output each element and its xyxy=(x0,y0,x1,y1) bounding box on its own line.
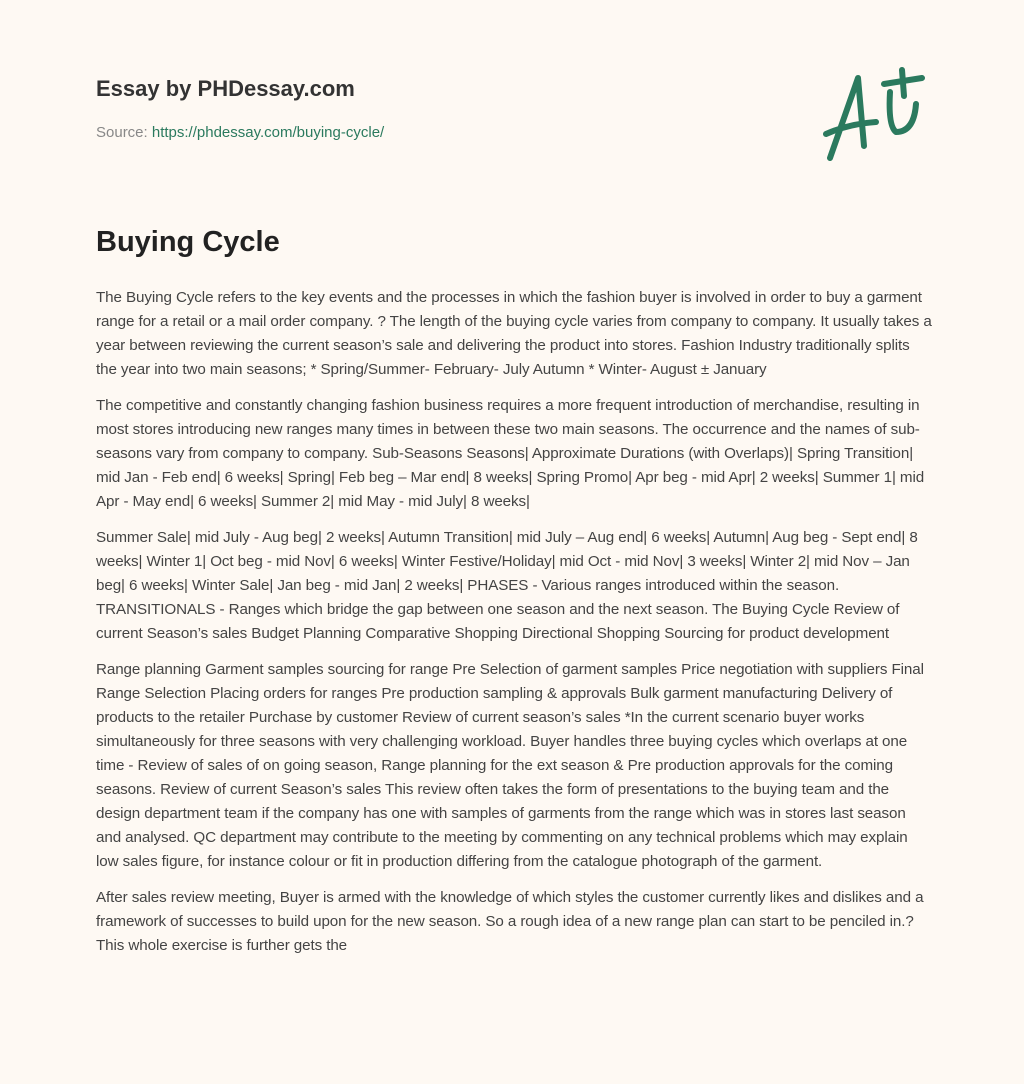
paragraph: Summer Sale| mid July - Aug beg| 2 weeks| Autumn Transition| mid July – Aug end| 6 weeks| Autumn| Aug beg - Sept end| 8 weeks| Winter 1| Oct beg - mid Nov| 6 weeks| Winter Festive/Holiday| mid Oct - mid Nov| 3 weeks| Winter 2| mid Nov – Jan beg| 6 weeks| Winter Sale| Jan beg - mid Jan| 2 weeks| PHASES - Various ranges introduced within the season. TRANSITIONALS - Ranges which bridge the gap between one season and the next season. The Buying Cycle Review of current Season’s sales Budget Planning Comparative Shopping Directional Shopping Sourcing for product development xyxy=(96,529,918,642)
page-title: Buying Cycle xyxy=(96,226,280,258)
paragraph: After sales review meeting, Buyer is armed with the knowledge of which styles the customer currently likes and dislikes and a framework of successes to build upon for the new season. So a rough idea of a new range plan can start to be penciled in.? This whole exercise is further gets the xyxy=(96,889,924,954)
paragraph: Range planning Garment samples sourcing for range Pre Selection of garment samples Price negotiation with suppliers Final Range Selection Placing orders for ranges Pre production sampling & approvals Bulk garment manufacturing Delivery of products to the retailer Purchase by customer Review of current season’s sales *In the current scenario buyer works simultaneously for three seasons with very challenging workload. Buyer handles three buying cycles which overlaps at one time - Review of sales of on going season, Range planning for the ext season & Pre production approvals for the coming seasons. Review of current Season’s sales This review often takes the form of presentations to the buying team and the design department team if the company has one with samples of garments from the range which was in stores last season and analysed. QC department may contribute to the meeting by commenting on any technical problems which may explain low sales figure, for instance colour or fit in production differing from the catalogue photograph of the garment. xyxy=(96,661,924,870)
essay-body xyxy=(96,286,932,970)
site-brand: Essay by PHDessay.com xyxy=(96,76,355,101)
source-link[interactable]: https://phdessay.com/buying-cycle/ xyxy=(151,124,385,141)
source-line xyxy=(96,124,384,141)
paragraph: The Buying Cycle refers to the key events and the processes in which the fashion buyer is involved in order to buy a garment range for a retail or a mail order company. ? The length of the buying cycle varies from company to company. It usually takes a year between reviewing the current season’s sale and delivering the product into stores. Fashion Industry traditionally splits the year into two main seasons; * Spring/Summer- February- July Autumn * Winter- August ± January xyxy=(96,289,932,378)
a-plus-logo-icon xyxy=(818,66,928,166)
paragraph: The competitive and constantly changing fashion business requires a more frequent introduction of merchandise, resulting in most stores introducing new ranges many times in between these two main seasons. The occurrence and the names of sub-seasons vary from company to company. Sub-Seasons Seasons| Approximate Durations (with Overlaps)| Spring Transition| mid Jan - Feb end| 6 weeks| Spring| Feb beg – Mar end| 8 weeks| Spring Promo| Apr beg - mid Apr| 2 weeks| Summer 1| mid Apr - May end| 6 weeks| Summer 2| mid May - mid July| 8 weeks| xyxy=(96,397,925,510)
source-label: Source: xyxy=(96,124,148,141)
